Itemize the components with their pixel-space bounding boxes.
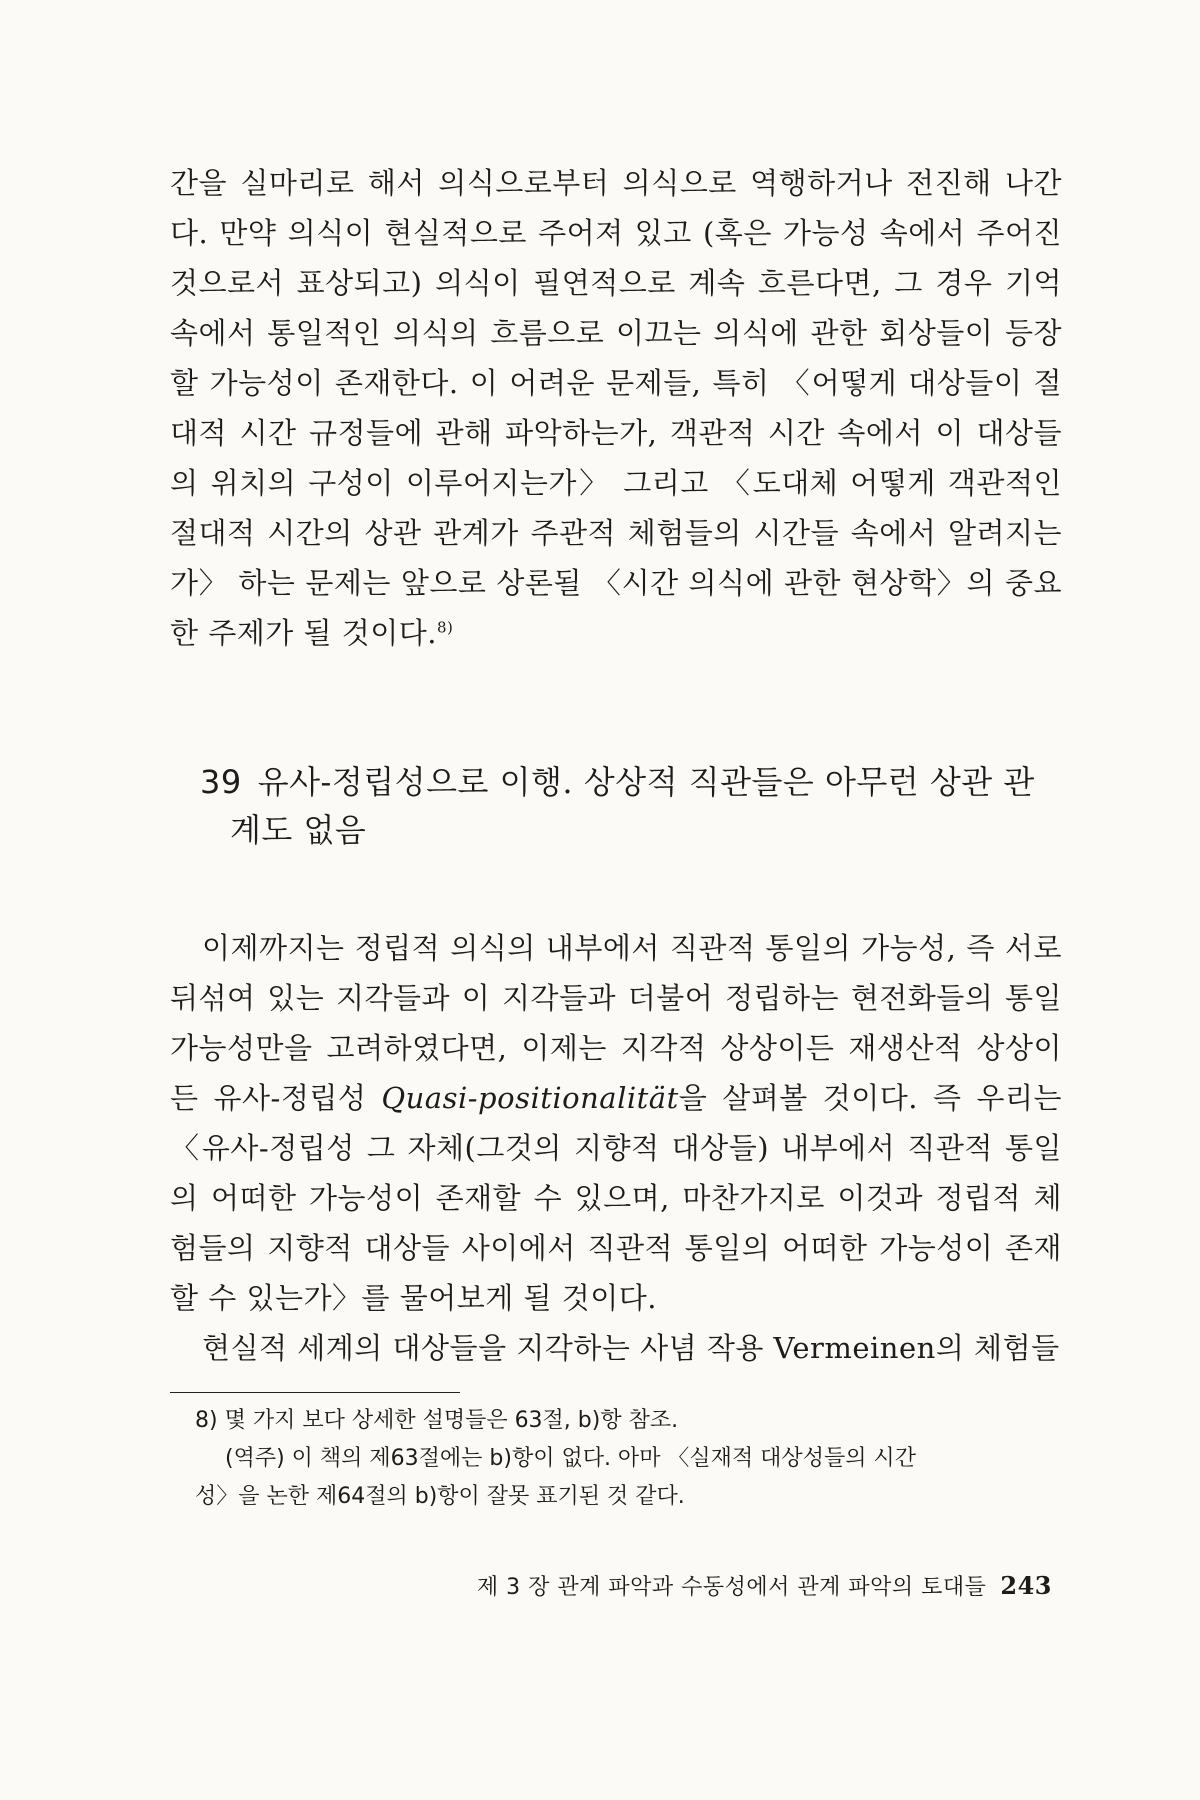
page-footer [477,1570,1052,1601]
paragraph-text: 간을 실마리로 해서 의식으로부터 의식으로 역행하거나 전진해 나간다. 만약 의식이 현실적으로 주어져 있고 (혹은 가능성 속에서 주어진 것으로서 표상되고) 의식이 필연적으로 계속 흐른다면, 그 경우 기억 속에서 통일적인 의식의 흐름으로 이끄는 의식에 관한 회상들이 등장할 가능성이 존재한다. 이 어려운 문제들, 특히 〈어떻게 대상들이 절대적 시간 규정들에 관해 파악하는가, 객관적 시간 속에서 이 대상들의 위치의 구성이 이루어지는가〉 그리고 〈도대체 어떻게 객관적인 절대적 시간의 상관 관계가 주관적 체험들의 시간들 속에서 알려지는가〉 하는 문제는 앞으로 상론될 〈시간 의식에 관한 현상학〉의 중요한 주제가 될 것이다. [170,166,1062,650]
body-paragraph-1 [170,158,1062,658]
footnotes [195,1402,1060,1516]
footnote-divider [170,1392,460,1393]
italic-term: Quasi-positionalität [381,1081,679,1115]
paragraph-text-after: 을 살펴볼 것이다. 즉 우리는 〈유사-정립성 그 자체(그것의 지향적 대상들) 내부에서 직관적 통일의 어떠한 가능성이 존재할 수 있으며, 마찬가지로 이것과 정립적 체험들의 지향적 대상들 사이에서 직관적 통일의 어떠한 가능성이 존재할 수 있는가〉를 물어보게 될 것이다. [170,1081,1063,1315]
section-title-line-1: 유사-정립성으로 이행. 상상적 직관들은 아무런 상관 관 [257,763,1035,801]
footnote-line-1: 8) 몇 가지 보다 상세한 설명들은 63절, b)항 참조. [195,1408,679,1433]
body-paragraph-3: 현실적 세계의 대상들을 지각하는 사념 작용 Vermeinen의 체험들 [202,1331,1060,1365]
section-title-line-2: 계도 없음 [230,811,367,849]
section-number: 39 [200,763,242,801]
footnote-reference: 8) [437,618,454,637]
section-heading [200,758,1060,854]
footnote-line-2: (역주) 이 책의 제63절에는 b)항이 없다. 아마 〈실재적 대상성들의 시간 [225,1446,916,1471]
running-head: 제 3 장 관계 파악과 수동성에서 관계 파악의 토대들 [476,1575,987,1600]
page-number: 243 [1000,1571,1052,1600]
footnote-line-3: 성〉을 논한 제64절의 b)항이 잘못 표기된 것 같다. [195,1484,685,1509]
body-paragraph-2 [170,923,1062,1323]
paragraph-text-before: 이제까지는 정립적 의식의 내부에서 직관적 통일의 가능성, 즉 서로 뒤섞여 있는 지각들과 이 지각들과 더불어 정립하는 현전화들의 통일 가능성만을 고려하였다면, 이제는 지각적 상상이든 재생산적 상상이든 유사-정립성 [170,931,1062,1115]
